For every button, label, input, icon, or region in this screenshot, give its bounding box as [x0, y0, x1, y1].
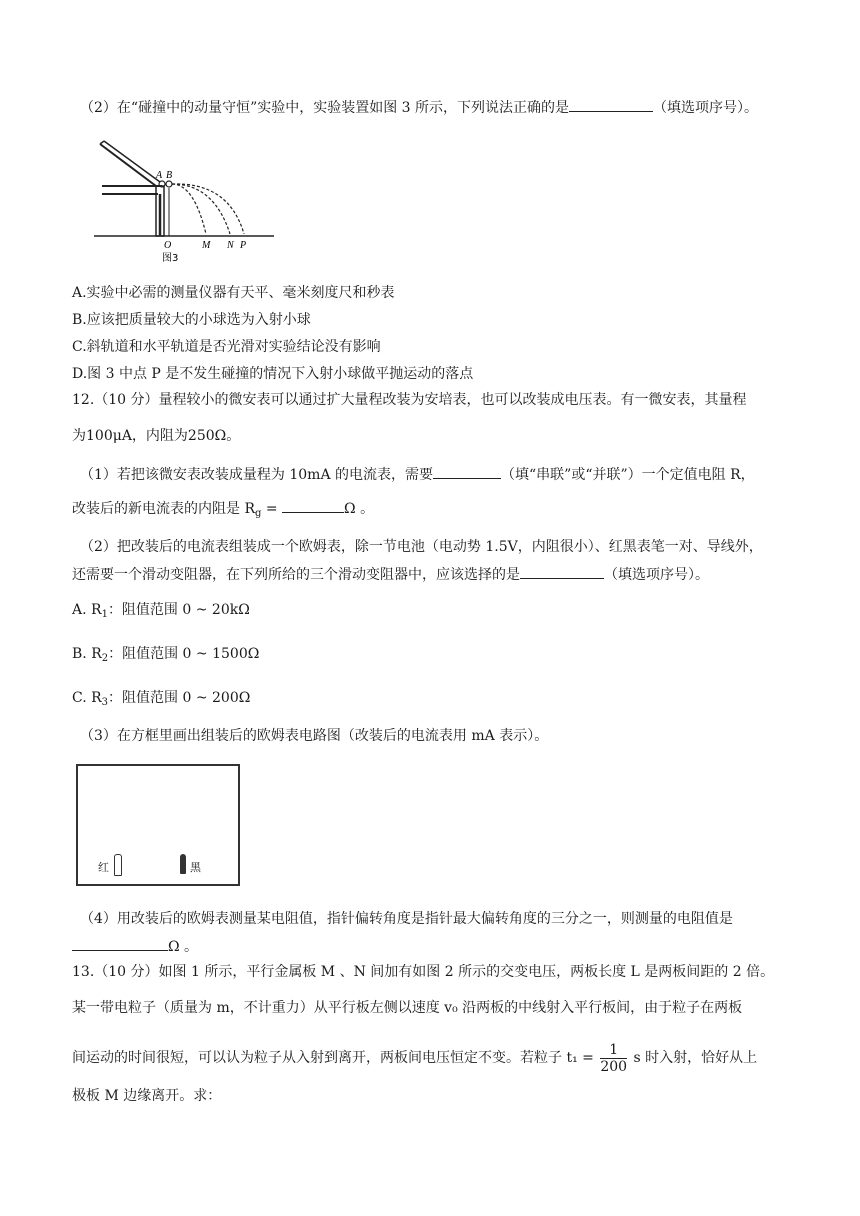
q12-part-1-line-2: 改装后的新电流表的内阻是 $R_g = \Omega$ 。 — [72, 498, 374, 524]
q13-line-1: 13.（10 分）如图 1 所示，平行金属板 M 、N 间加有如图 2 所示的交变电压，两板长度 L 是两板间距的 2 倍。 — [72, 964, 775, 980]
q13-line-4: 极板 M 边缘离开。求： — [72, 1088, 222, 1104]
label-m: M — [202, 240, 211, 251]
q11-option-c: C.斜轨道和水平轨道是否光滑对实验结论没有影响 — [72, 339, 381, 355]
label-a: A — [156, 170, 163, 181]
label-n: N — [227, 240, 234, 251]
red-probe-label: 红 — [98, 861, 109, 874]
q11-option-d: D.图 3 中点 P 是不发生碰撞的情况下入射小球做平抛运动的落点 — [72, 366, 474, 382]
q12-part-4-answer: Ω 。 — [72, 936, 198, 957]
label-p: P — [240, 240, 247, 251]
q12-part-3: （3）在方框里画出组装后的欧姆表电路图（改装后的电流表用 mA 表示）。 — [80, 728, 549, 744]
q12-part-2-line-2: 还需要一个滑动变阻器，在下列所给的三个滑动变阻器中，应该选择的是 （填选项序号）。 — [72, 564, 709, 585]
circuit-drawing-box[interactable] — [76, 764, 240, 886]
black-probe-icon — [180, 854, 186, 874]
red-probe-icon — [114, 854, 122, 876]
q12-head: 12.（10 分）量程较小的微安表可以通过扩大量程改装为安培表，也可以改装成电压表。有一微安表，其量程 — [72, 392, 747, 408]
q12-option-b: B. $R_2$：阻值范围 0 ~ 1500Ω — [72, 646, 260, 664]
time-fraction: $\frac{1}{200}$ — [600, 1041, 628, 1075]
label-o: O — [164, 240, 172, 251]
q13-line-2: 某一带电粒子（质量为 m，不计重力）从平行板左侧以速度 v₀ 沿两板的中线射入平行板间，由于粒子在两板 — [72, 1000, 743, 1016]
q13-line-3: 间运动的时间很短，可以认为粒子从入射到离开，两板间电压恒定不变。若粒子 t₁ = $\frac{1}{200}$ s 时入射，恰好从上 — [72, 1041, 758, 1075]
answer-blank[interactable] — [569, 97, 653, 112]
q12-head-2: 为100μA，内阻为250Ω。 — [72, 428, 241, 444]
q11-2-stem: （2）在“碰撞中的动量守恒”实验中，实验装置如图 3 所示，下列说法正确的是 （填选项序号）。 — [80, 97, 758, 118]
answer-blank[interactable] — [282, 498, 344, 513]
q11-option-b: B.应该把质量较大的小球选为入射小球 — [72, 312, 311, 328]
answer-blank[interactable] — [520, 564, 604, 579]
answer-blank[interactable] — [433, 464, 501, 479]
q12-option-a: A. $R_1$：阻值范围 0 ~ 20kΩ — [72, 602, 250, 620]
figure-3-collision-apparatus — [94, 138, 274, 263]
label-b: B — [166, 170, 173, 181]
q12-part-4: （4）用改装后的欧姆表测量某电阻值，指针偏转角度是指针最大偏转角度的三分之一，则测量的电阻值是 — [80, 911, 733, 927]
q12-part-1-line-1: （1）若把该微安表改装成量程为 10mA 的电流表，需要 （填“串联”或“并联”）一个定值电阻 R， — [80, 464, 755, 485]
black-probe-label: 黑 — [190, 861, 201, 874]
q12-option-c: C. $R_3$：阻值范围 0 ~ 200Ω — [72, 690, 251, 708]
figure-caption: 图3 — [162, 253, 179, 263]
q12-part-2-line-1: （2）把改装后的电流表组装成一个欧姆表，除一节电池（电动势 1.5V，内阻很小）、红黑表笔一对、导线外， — [80, 539, 763, 555]
answer-blank[interactable] — [72, 936, 168, 951]
q11-option-a: A.实验中必需的测量仪器有天平、毫米刻度尺和秒表 — [72, 285, 395, 301]
